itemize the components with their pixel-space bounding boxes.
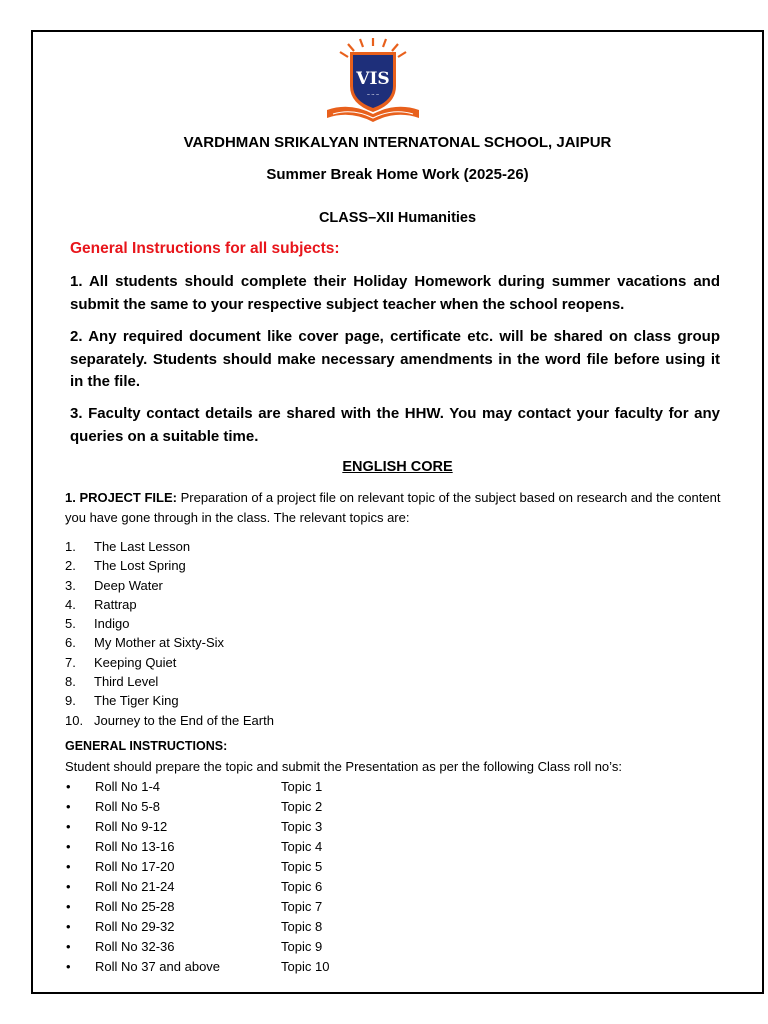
list-item: • Roll No 25-28 Topic 7 — [66, 899, 323, 914]
list-item: 9. The Tiger King — [65, 693, 179, 709]
document-page — [31, 30, 764, 994]
project-file-label: 1. PROJECT FILE: — [65, 490, 177, 505]
list-item: • Roll No 21-24 Topic 6 — [66, 879, 323, 894]
roll-instruction-text: Student should prepare the topic and submit the Presentation as per the following Class roll no’s: — [65, 759, 622, 774]
homework-title: Summer Break Home Work (2025-26) — [266, 166, 529, 183]
list-item: 3. Deep Water — [65, 577, 163, 593]
instruction-1: 1. All students should complete their Holiday Homework during summer vacations and submit the same to your respective subject teacher when the school reopens. — [70, 273, 720, 313]
list-item: • Roll No 37 and above Topic 10 — [66, 959, 330, 974]
list-item: • Roll No 29-32 Topic 8 — [66, 919, 323, 934]
list-item: 8. Third Level — [65, 674, 159, 690]
list-item: 10. Journey to the End of the Earth — [65, 712, 274, 728]
svg-text:VIS: VIS — [356, 69, 390, 89]
list-item: 4. Rattrap — [65, 596, 137, 612]
school-crest-logo — [323, 38, 423, 124]
list-item: • Roll No 5-8 Topic 2 — [66, 799, 323, 814]
list-item: • Roll No 13-16 Topic 4 — [66, 839, 323, 854]
general-instructions-heading: General Instructions for all subjects: — [70, 240, 340, 257]
instruction-2: 2. Any required document like cover page, certificate etc. will be shared on class group separately. Students should make necessary amendments in the word file before using it in the file. — [70, 328, 720, 390]
project-file-text: Preparation of a project file on relevant topic of the subject based on research and the content you have gone through in the class. The relevant topics are: — [65, 490, 721, 525]
list-item: • Roll No 32-36 Topic 9 — [66, 939, 323, 954]
list-item: 2. The Lost Spring — [65, 558, 186, 574]
list-item: • Roll No 9-12 Topic 3 — [66, 819, 323, 834]
roll-topic-list — [65, 777, 329, 977]
list-item: • Roll No 1-4 Topic 1 — [66, 779, 323, 794]
instruction-3: 3. Faculty contact details are shared with the HHW. You may contact your faculty for any queries on a suitable time. — [70, 405, 720, 445]
list-item: 7. Keeping Quiet — [65, 654, 177, 670]
list-item: 6. My Mother at Sixty-Six — [65, 635, 225, 651]
project-file-paragraph — [65, 488, 725, 528]
school-name: VARDHMAN SRIKALYAN INTERNATONAL SCHOOL, JAIPUR — [183, 134, 612, 151]
english-core-heading: ENGLISH CORE — [342, 459, 453, 475]
list-item: 5. Indigo — [65, 616, 130, 632]
topic-list — [65, 537, 274, 730]
list-item: • Roll No 17-20 Topic 5 — [66, 859, 323, 874]
general-instructions-subheading: GENERAL INSTRUCTIONS: — [65, 739, 228, 753]
list-item: 1. The Last Lesson — [65, 539, 191, 554]
svg-text:~ ~ ~: ~ ~ ~ — [366, 92, 380, 97]
class-title: CLASS–XII Humanities — [318, 210, 477, 226]
